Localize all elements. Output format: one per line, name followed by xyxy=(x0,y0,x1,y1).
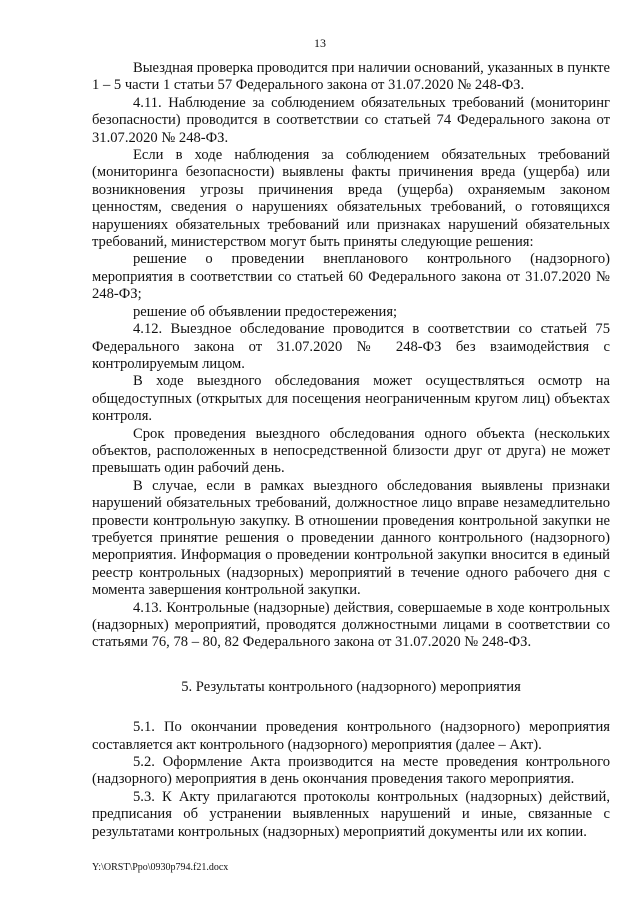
paragraph: 4.12. Выездное обследование проводится в соответствии со статьей 75 Федерального закона от 31.07.2020 № 248-ФЗ без взаимодействия с контролируемым лицом. xyxy=(92,321,610,372)
section-heading: 5. Результаты контрольного (надзорного) мероприятия xyxy=(181,678,521,695)
paragraph: 4.11. Наблюдение за соблюдением обязательных требований (мониторинг безопасности) проводится в соответствии со статьей 74 Федерального закона от 31.07.2020 № 248-ФЗ. xyxy=(92,94,610,146)
paragraph: Срок проведения выездного обследования одного объекта (нескольких объектов, расположенных в непосредственной близости друг от друга) не может превышать один рабочий день. xyxy=(92,425,610,477)
paragraph: Если в ходе наблюдения за соблюдением обязательных требований (мониторинга безопасности) выявлены факты причинения вреда (ущерба) или возникновения угрозы причинения вреда (ущерба) охраняемым законом ценностям, сведения о нарушениях обязательных требований, о готовящихся нарушениях обязательных требований или признаках нарушений обязательных требований, министерством могут быть приняты следующие решения: xyxy=(92,147,610,251)
paragraph: В случае, если в рамках выездного обследования выявлены признаки нарушений обязательных требований, должностное лицо вправе незамедлительно провести контрольную закупку. В отношении проведения контрольной закупки не требуется принятие решения о проведении данного контрольного (надзорного) мероприятия. Информация о проведении контрольной закупки вносится в единый реестр контрольных (надзорных) мероприятий в течение одного рабочего дня с момента завершения контрольной закупки. xyxy=(92,477,610,599)
page-number: 13 xyxy=(314,36,326,50)
document-body xyxy=(92,60,610,841)
footer-file-path: Y:\ORST\Ppo\0930p794.f21.docx xyxy=(92,862,229,873)
paragraph: 5.1. По окончании проведения контрольного (надзорного) мероприятия составляется акт контрольного (надзорного) мероприятия (далее – Акт). xyxy=(92,719,610,753)
paragraph: 5.2. Оформление Акта производится на месте проведения контрольного (надзорного) мероприятия в день окончания проведения такого мероприятия. xyxy=(92,754,610,788)
paragraph: решение об объявлении предостережения; xyxy=(133,303,398,320)
paragraph: В ходе выездного обследования может осуществляться осмотр на общедоступных (открытых для посещения неограниченным кругом лиц) объектах контроля. xyxy=(92,373,610,425)
paragraph: 4.13. Контрольные (надзорные) действия, совершаемые в ходе контрольных (надзорных) мероприятий, проводятся должностными лицами в соответствии со статьями 76, 78 – 80, 82 Федерального закона от 31.07.2020 № 248-ФЗ. xyxy=(92,599,610,651)
paragraph: 5.3. К Акту прилагаются протоколы контрольных (надзорных) действий, предписания об устранении выявленных нарушений и иные, связанные с результатами контрольных (надзорных) мероприятий документы или их копии. xyxy=(92,788,610,840)
paragraph: Выездная проверка проводится при наличии оснований, указанных в пункте 1 – 5 части 1 статьи 57 Федерального закона от 31.07.2020 № 248-ФЗ. xyxy=(92,60,610,94)
paragraph: решение о проведении внепланового контрольного (надзорного) мероприятия в соответствии со статьей 60 Федерального закона от 31.07.2020 № 248-ФЗ; xyxy=(92,251,610,303)
